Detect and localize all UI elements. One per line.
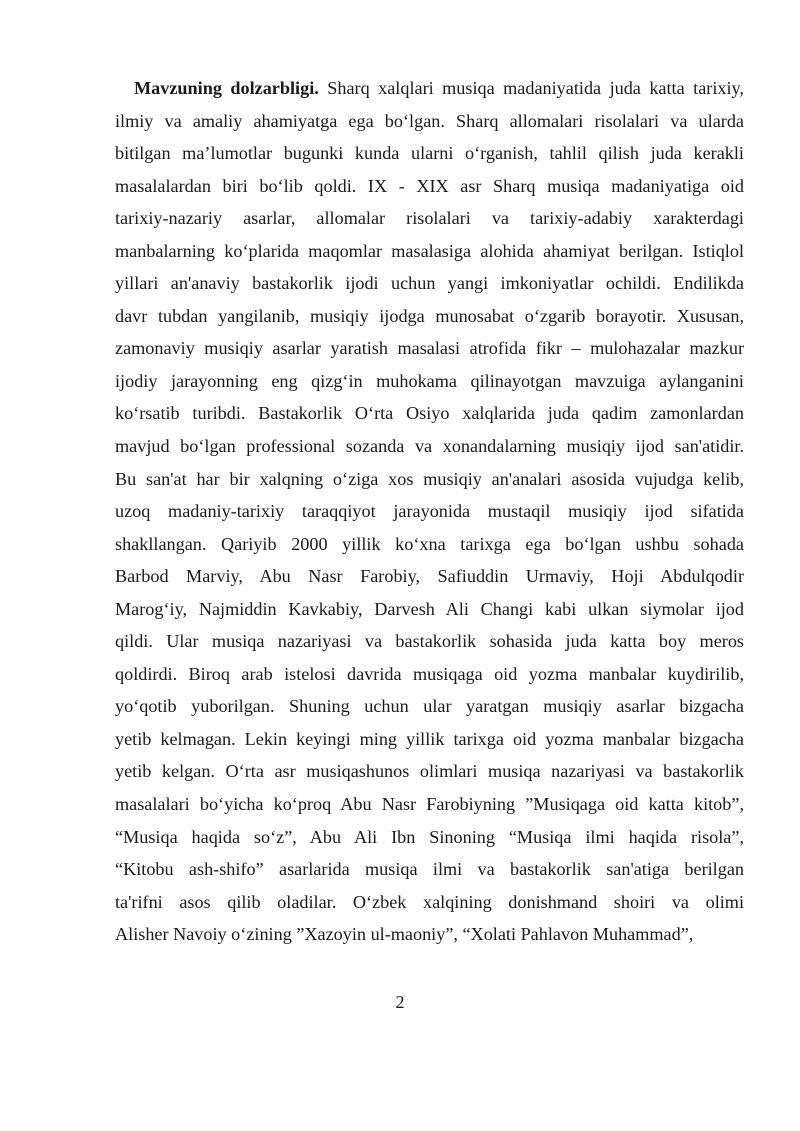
body-paragraph (115, 72, 744, 951)
text-line: zamonaviy musiqiy asarlar yaratish masalasi atrofida fikr – mulohazalar mazkur (115, 338, 744, 359)
page-number: 2 (395, 992, 405, 1012)
text-line: bitilgan ma’lumotlar bugunki kunda ularni o‘rganish, tahlil qilish juda kerakli (115, 143, 744, 164)
text-line: mavjud bo‘lgan professional sozanda va xonandalarning musiqiy ijod san'atidir. (115, 436, 744, 457)
text-line: yillari an'anaviy bastakorlik ijodi uchun yangi imkoniyatlar ochildi. Endilikda (115, 273, 744, 294)
text-line: “Kitobu ash-shifo” asarlarida musiqa ilmi va bastakorlik san'atiga berilgan (115, 859, 744, 880)
text-line: shakllangan. Qariyib 2000 yillik ko‘xna tarixga ega bo‘lgan ushbu sohada (115, 533, 744, 554)
text-line-content: Sharq xalqlari musiqa madaniyatida juda katta tarixiy, (318, 78, 744, 98)
text-line: davr tubdan yangilanib, musiqiy ijodga munosabat o‘zgarib borayotir. Xususan, (115, 305, 744, 326)
text-line: Barbod Marviy, Abu Nasr Farobiy, Safiuddin Urmaviy, Hoji Abdulqodir (115, 566, 744, 587)
text-line: ko‘rsatib turibdi. Bastakorlik O‘rta Osiyo xalqlarida juda qadim zamonlardan (115, 403, 744, 424)
text-line (115, 72, 744, 105)
text-line: masalalari bo‘yicha ko‘proq Abu Nasr Farobiyning ”Musiqaga oid katta kitob”, (115, 794, 744, 815)
text-line: ilmiy va amaliy ahamiyatga ega bo‘lgan. Sharq allomalari risolalari va ularda (115, 110, 744, 131)
text-line: tarixiy-nazariy asarlar, allomalar risolalari va tarixiy-adabiy xarakterdagi (115, 208, 744, 229)
text-line: manbalarning ko‘plarida maqomlar masalasiga alohida ahamiyat berilgan. Istiqlol (115, 240, 744, 261)
text-line: masalalardan biri bo‘lib qoldi. IX - XIX asr Sharq musiqa madaniyatiga oid (115, 175, 744, 196)
text-line: Bu san'at har bir xalqning o‘ziga xos musiqiy an'analari asosida vujudga kelib, (115, 468, 744, 489)
text-line: yo‘qotib yuborilgan. Shuning uchun ular yaratgan musiqiy asarlar bizgacha (115, 696, 744, 717)
text-line: Alisher Navoiy o‘zining ”Xazoyin ul-maoniy”, “Xolati Pahlavon Muhammad”, (115, 924, 694, 945)
text-line: ijodiy jarayonning eng qizg‘in muhokama qilinayotgan mavzuiga aylanganini (115, 370, 744, 391)
text-line: qoldirdi. Biroq arab istelosi davrida musiqaga oid yozma manbalar kuydirilib, (115, 663, 744, 684)
text-line: yetib kelmagan. Lekin keyingi ming yillik tarixga oid yozma manbalar bizgacha (115, 728, 744, 749)
text-line: ta'rifni asos qilib oladilar. O‘zbek xalqining donishmand shoiri va olimi (115, 891, 744, 912)
lead-heading: Mavzuning dolzarbligi. (134, 78, 319, 98)
text-line: Marog‘iy, Najmiddin Kavkabiy, Darvesh Ali Changi kabi ulkan siymolar ijod (115, 598, 744, 619)
text-line: yetib kelgan. O‘rta asr musiqashunos olimlari musiqa nazariyasi va bastakorlik (115, 761, 744, 782)
text-line: “Musiqa haqida so‘z”, Abu Ali Ibn Sinoning “Musiqa ilmi haqida risola”, (115, 826, 744, 847)
text-line: uzoq madaniy-tarixiy taraqqiyot jarayonida mustaqil musiqiy ijod sifatida (115, 501, 744, 522)
text-line: qildi. Ular musiqa nazariyasi va bastakorlik sohasida juda katta boy meros (115, 631, 744, 652)
